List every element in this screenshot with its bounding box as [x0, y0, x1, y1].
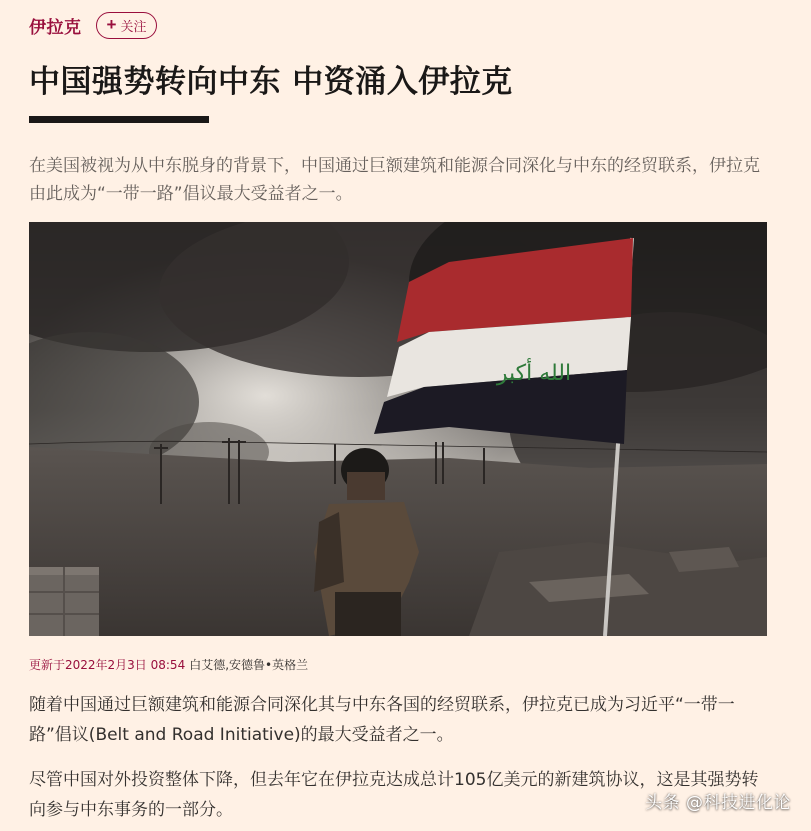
follow-label: 关注 [120, 19, 147, 34]
byline [29, 656, 308, 673]
headline-rule [29, 116, 209, 123]
watermark: 头条 @科技进化论 [645, 793, 791, 813]
follow-button[interactable] [96, 12, 158, 39]
topic-row [29, 12, 157, 39]
topic-link[interactable]: 伊拉克 [29, 18, 82, 38]
updated-time: 更新于2022年2月3日 08:54 [29, 658, 186, 672]
authors[interactable]: 白艾德,安德鲁•英格兰 [189, 658, 309, 672]
body-paragraph-2: 尽管中国对外投资整体下降，但去年它在伊拉克达成总计105亿美元的新建筑协议，这是其强势转向参与中东事务的一部分。 [29, 770, 759, 820]
standfirst: 在美国被视为从中东脱身的背景下，中国通过巨额建筑和能源合同深化与中东的经贸联系，伊拉克由此成为“一带一路”倡议最大受益者之一。 [29, 156, 760, 204]
plus-icon: + [106, 15, 117, 34]
body-paragraph-1: 随着中国通过巨额建筑和能源合同深化其与中东各国的经贸联系，伊拉克已成为习近平“一带一路”倡议(Belt and Road Initiative)的最大受益者之一。 [29, 695, 735, 745]
svg-text:الله أكبر: الله أكبر [496, 361, 572, 386]
article-photo [29, 222, 767, 636]
headline: 中国强势转向中东 中资涌入伊拉克 [29, 64, 513, 100]
